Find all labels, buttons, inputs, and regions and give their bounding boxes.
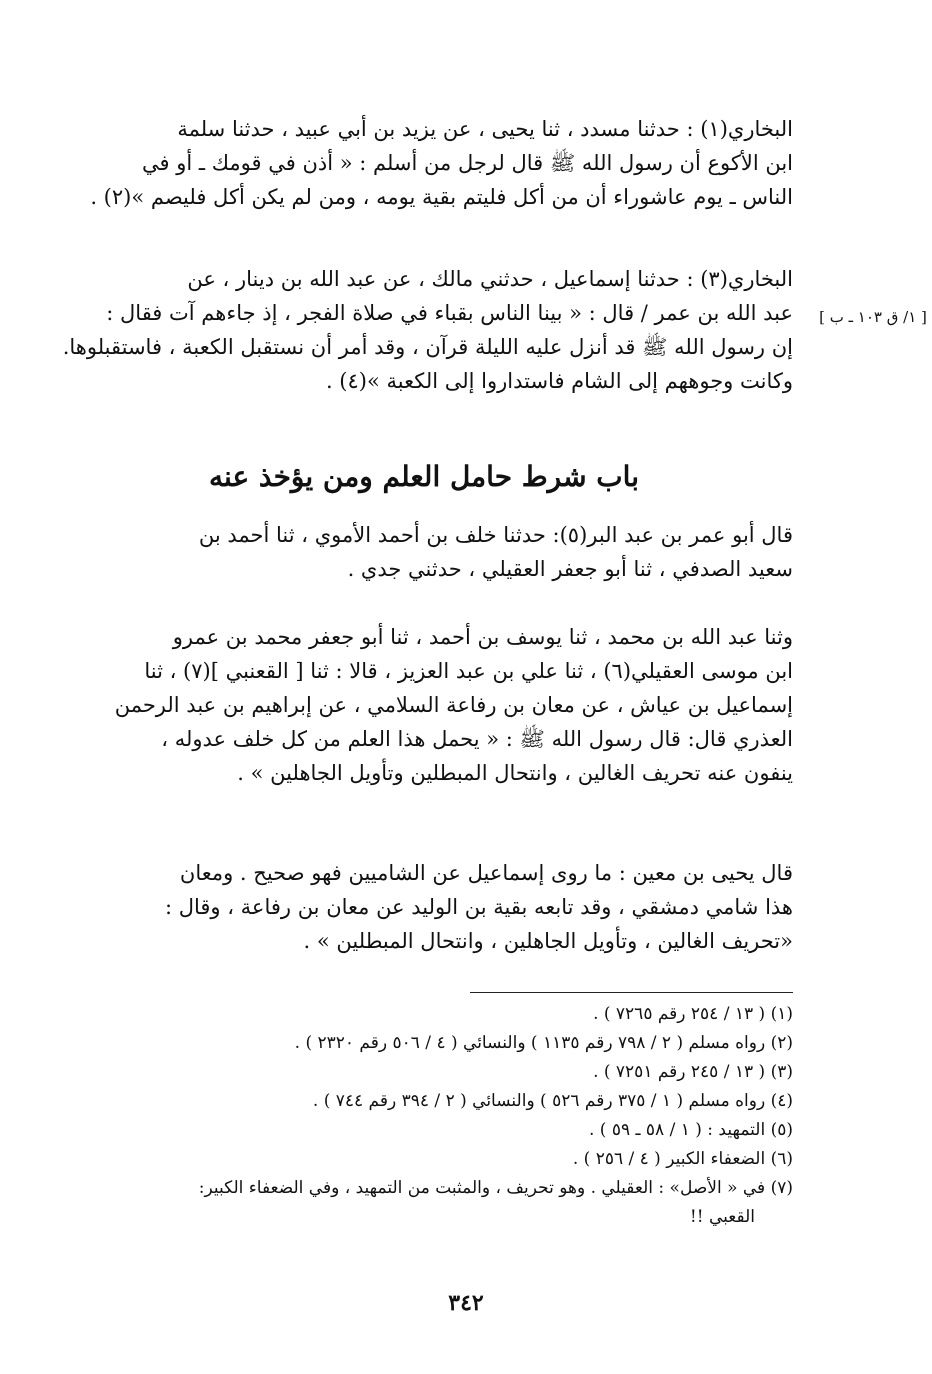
footnote: (٢) رواه مسلم ( ٢ / ٧٩٨ رقم ١١٣٥ ) والنسائي ( ٤ / ٥٠٦ رقم ٢٣٢٠ ) .	[294, 1033, 793, 1053]
footnote: (٣) ( ١٣ / ٢٤٥ رقم ٧٢٥١ ) .	[593, 1062, 793, 1082]
text-line: وثنا عبد الله بن محمد ، ثنا يوسف بن أحمد ، ثنا أبو جعفر محمد بن عمرو	[172, 625, 793, 649]
text-line: وكانت وجوههم إلى الشام فاستداروا إلى الكعبة »(٤) .	[325, 369, 793, 393]
text-line: قال أبو عمر بن عبد البر(٥): حدثنا خلف بن أحمد الأموي ، ثنا أحمد بن	[198, 523, 793, 547]
text-line: هذا شامي دمشقي ، وقد تابعه بقية بن الوليد عن معان بن رفاعة ، وقال :	[164, 895, 793, 919]
footnote: (٥) التمهيد : ( ١ / ٥٨ ـ ٥٩ ) .	[589, 1120, 793, 1140]
footnote: (٤) رواه مسلم ( ١ / ٣٧٥ رقم ٥٢٦ ) والنسائي ( ٢ / ٣٩٤ رقم ٧٤٤ ) .	[312, 1091, 793, 1111]
text-line: العذري قال: قال رسول الله ﷺ : « يحمل هذا العلم من كل خلف عدوله ،	[161, 727, 793, 751]
text-line: الناس ـ يوم عاشوراء أن من أكل فليتم بقية يومه ، ومن لم يكن أكل فليصم »(٢) .	[90, 185, 793, 209]
text-line: قال يحيى بن معين : ما روى إسماعيل عن الشاميين فهو صحيح . ومعان	[179, 861, 793, 885]
footnote: (١) ( ١٣ / ٢٥٤ رقم ٧٢٦٥ ) .	[593, 1004, 793, 1024]
text-line: البخاري(١) : حدثنا مسدد ، ثنا يحيى ، عن يزيد بن أبي عبيد ، حدثنا سلمة	[177, 117, 793, 141]
paragraph-bukhari-ashura	[55, 112, 793, 214]
paragraph-ibn-abd-al-barr	[55, 518, 793, 586]
text-line: عبد الله بن عمر / قال : « بينا الناس بقباء في صلاة الفجر ، إذ جاءهم آت فقال :	[106, 301, 793, 325]
footnote-continuation: القعبي !!	[689, 1207, 755, 1227]
footnote-divider	[470, 992, 793, 993]
text-line: ينفون عنه تحريف الغالين ، وانتحال المبطلين وتأويل الجاهلين » .	[237, 761, 793, 785]
text-line: «تحريف الغالين ، وتأويل الجاهلين ، وانتحال المبطلين » .	[303, 929, 793, 953]
text-line: ابن موسى العقيلي(٦) ، ثنا علي بن عبد العزيز ، قالا : ثنا [ القعنبي ](٧) ، ثنا	[144, 659, 793, 683]
footnote: (٦) الضعفاء الكبير ( ٤ / ٢٥٦ ) .	[572, 1149, 793, 1169]
text-line: سعيد الصدفي ، ثنا أبو جعفر العقيلي ، حدثني جدي .	[347, 557, 793, 581]
text-line: البخاري(٣) : حدثنا إسماعيل ، حدثني مالك ، عن عبد الله بن دينار ، عن	[187, 267, 793, 291]
manuscript-folio-note: [ ١/ ق ١٠٣ ـ ب ]	[819, 308, 927, 326]
text-line: إسماعيل بن عياش ، عن معان بن رفاعة السلامي ، عن إبراهيم بن عبد الرحمن	[114, 693, 793, 717]
footnotes	[55, 1000, 793, 1232]
footnote: (٧) في « الأصل» : العقيلي . وهو تحريف ، والمثبت من التمهيد ، وفي الضعفاء الكبير:	[198, 1178, 793, 1198]
paragraph-yahya-ibn-main	[55, 856, 793, 958]
chapter-heading: باب شرط حامل العلم ومن يؤخذ عنه	[208, 460, 639, 493]
page-number: ٣٤٢	[448, 1290, 484, 1316]
paragraph-bukhari-qiblah	[55, 262, 793, 398]
text-line: إن رسول الله ﷺ قد أنزل عليه الليلة قرآن ، وقد أمر أن نستقبل الكعبة ، فاستقبلوها.	[62, 335, 793, 359]
text-line: ابن الأكوع أن رسول الله ﷺ قال لرجل من أسلم : « أذن في قومك ـ أو في	[142, 151, 793, 175]
paragraph-isnad-hadith	[55, 620, 793, 790]
